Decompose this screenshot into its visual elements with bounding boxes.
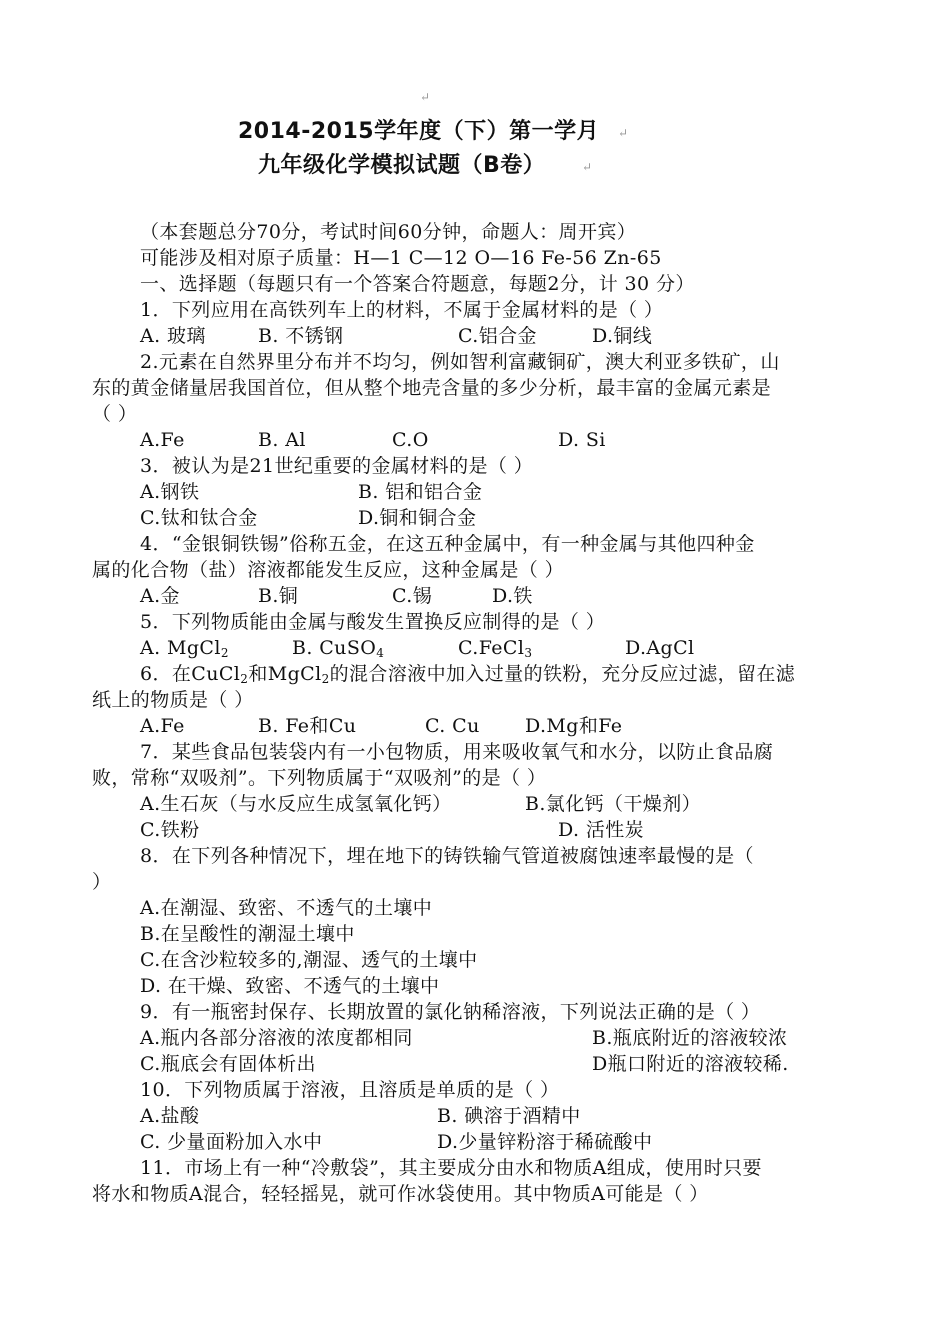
option-b-text: B. CuSO: [292, 637, 377, 659]
atomic-mass-line: 可能涉及相对原子质量：H—1 C—12 O—16 Fe-56 Zn-65: [140, 247, 662, 269]
subscript: 2: [321, 672, 330, 686]
question-2-line2: 东的黄金储量居我国首位，但从整个地壳含量的多少分析，最丰富的金属元素是: [92, 377, 772, 399]
option-c: C.瓶底会有固体析出: [140, 1053, 316, 1075]
question-8-option-b: B.在呈酸性的潮湿土壤中: [140, 923, 355, 945]
question-10-stem: 10．下列物质属于溶液，且溶质是单质的是（ ）: [140, 1079, 560, 1101]
option-c: C.铝合金: [458, 325, 537, 347]
option-b: B.瓶底附近的溶液较浓: [592, 1027, 788, 1049]
option-a: A.金: [140, 585, 180, 607]
option-c: C.钛和钛合金: [140, 507, 258, 529]
option-c-text: C.FeCl: [458, 637, 525, 659]
option-a: A.盐酸: [140, 1105, 200, 1127]
question-2-line3: （ ）: [92, 403, 138, 425]
question-7-line1: 7．某些食品包装袋内有一小包物质，用来吸收氧气和水分，以防止食品腐: [140, 741, 774, 763]
q6-text-pre: 6．在CuCl: [140, 663, 241, 685]
question-8-option-d: D. 在干燥、致密、不透气的土壤中: [140, 975, 440, 997]
question-8-line1: 8．在下列各种情况下，埋在地下的铸铁输气管道被腐蚀速率最慢的是（: [140, 845, 754, 867]
question-2-line1: 2.元素在自然界里分布并不均匀，例如智利富藏铜矿，澳大利亚多铁矿，山: [140, 351, 780, 373]
question-4-line1: 4．“金银铜铁锡”俗称五金，在这五种金属中，有一种金属与其他四种金: [140, 533, 755, 555]
option-b: B. Al: [258, 429, 306, 451]
question-6-line2: 纸上的物质是（ ）: [92, 689, 254, 711]
option-d: D瓶口附近的溶液较稀.: [592, 1053, 789, 1075]
option-b: B.氯化钙（干燥剂）: [525, 793, 702, 815]
subscript: 2: [220, 646, 229, 660]
option-b: B. 铝和铝合金: [358, 481, 483, 503]
option-d: D.铜线: [592, 325, 653, 347]
question-6-line1: [140, 662, 795, 686]
option-d: D.铜和铜合金: [358, 507, 477, 529]
option-a: [140, 636, 229, 660]
option-a-text: A. MgCl: [140, 637, 221, 659]
option-a: A.生石灰（与水反应生成氢氧化钙）: [140, 793, 452, 815]
question-1-stem: 1．下列应用在高铁列车上的材料，不属于金属材料的是（ ）: [140, 299, 664, 321]
question-8-option-c: C.在含沙粒较多的,潮湿、透气的土壤中: [140, 949, 478, 971]
question-7-line2: 败，常称“双吸剂”。下列物质属于“双吸剂”的是（ ）: [92, 767, 547, 789]
option-b: B.铜: [258, 585, 299, 607]
option-c: [458, 636, 532, 660]
question-11-line2: 将水和物质A混合，轻轻摇晃，就可作冰袋使用。其中物质A可能是（ ）: [92, 1183, 709, 1205]
q6-text-mid: 和MgCl: [248, 663, 322, 685]
option-b: [292, 636, 384, 660]
question-8-line2: ）: [92, 871, 112, 893]
option-a: A.Fe: [140, 429, 185, 451]
subscript: 3: [524, 646, 533, 660]
question-5-stem: 5．下列物质能由金属与酸发生置换反应制得的是（ ）: [140, 611, 606, 633]
option-c: C. 少量面粉加入水中: [140, 1131, 323, 1153]
option-c: C. Cu: [425, 715, 480, 737]
exam-title-line1: 2014-2015学年度（下）第一学月: [238, 119, 600, 144]
option-d: D. Si: [558, 429, 606, 451]
q6-text-post: 的混合溶液中加入过量的铁粉，充分反应过滤，留在滤: [329, 663, 796, 685]
question-4-line2: 属的化合物（盐）溶液都能发生反应，这种金属是（ ）: [92, 559, 565, 581]
question-8-option-a: A.在潮湿、致密、不透气的土壤中: [140, 897, 433, 919]
return-mark-icon: ↵: [582, 160, 593, 174]
option-b: B. 碘溶于酒精中: [437, 1105, 581, 1127]
subscript: 2: [240, 672, 249, 686]
option-d: D.铁: [492, 585, 533, 607]
option-a: A.Fe: [140, 715, 185, 737]
option-b: B. Fe和Cu: [258, 715, 357, 737]
question-11-line1: 11．市场上有一种“冷敷袋”，其主要成分由水和物质A组成，使用时只要: [140, 1157, 762, 1179]
option-c: C.铁粉: [140, 819, 200, 841]
exam-info: （本套题总分70分，考试时间60分钟，命题人：周开宾）: [140, 221, 637, 243]
subscript: 4: [376, 646, 385, 660]
option-c: C.O: [392, 429, 429, 451]
exam-title-line2: 九年级化学模拟试题（B卷）: [258, 153, 546, 178]
question-3-stem: 3．被认为是21世纪重要的金属材料的是（ ）: [140, 455, 534, 477]
return-mark-icon: ↵: [420, 90, 431, 104]
option-c: C.锡: [392, 585, 433, 607]
option-a: A.钢铁: [140, 481, 200, 503]
option-d: D.AgCl: [625, 637, 695, 659]
option-d: D.Mg和Fe: [525, 715, 623, 737]
section-heading: 一、选择题（每题只有一个答案合符题意，每题2分，计 30 分）: [140, 273, 695, 295]
option-a: A. 玻璃: [140, 325, 206, 347]
option-a: A.瓶内各部分溶液的浓度都相同: [140, 1027, 413, 1049]
question-9-stem: 9．有一瓶密封保存、长期放置的氯化钠稀溶液，下列说法正确的是（ ）: [140, 1001, 761, 1023]
option-b: B. 不锈钢: [258, 325, 344, 347]
option-d: D. 活性炭: [558, 819, 645, 841]
option-d: D.少量锌粉溶于稀硫酸中: [437, 1131, 653, 1153]
return-mark-icon: ↵: [618, 126, 629, 140]
